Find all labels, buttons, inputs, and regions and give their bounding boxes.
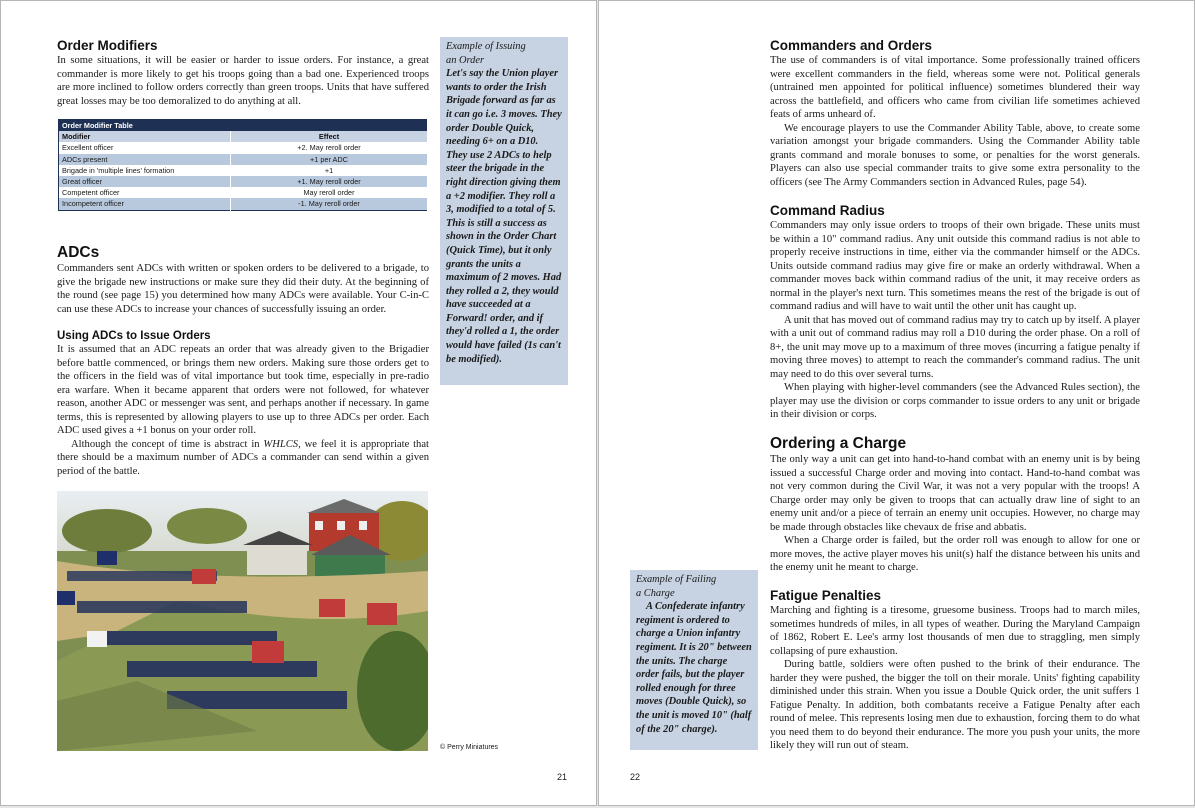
commanders-heading: Commanders and Orders bbox=[770, 38, 933, 53]
table-row bbox=[59, 187, 428, 198]
commanders-section bbox=[770, 38, 1140, 189]
command-radius-section bbox=[770, 203, 1140, 422]
table-cell-effect: +1. May reroll order bbox=[231, 176, 428, 187]
sidebar-text: Let's say the Union player wants to order the Irish Brigade forward as far as it can go i.e. 3 moves. They order Double Quick, needing 6+ on a D10. They use 2 ADCs to help steer the brigade in the right direction giving them a +2 modifier. They roll a 3, modified to a total of 5. This is still a success as shown in the Order Chart (Quick Time), but it only grants the units a maximum of 2 moves. Had they rolled a 2, they would have succeeded at a Forward! order, and if they'd rolled a 1, the order would have failed (1s can't be modified). bbox=[446, 68, 562, 365]
page-number-left: 21 bbox=[557, 772, 568, 782]
table-row bbox=[59, 176, 428, 187]
table-cell-effect: -1. May reroll order bbox=[231, 198, 428, 210]
table-row bbox=[59, 165, 428, 176]
ordering-charge-p2: When a Charge order is failed, but the order roll was enough to allow for one or more moves, the active player moves his unit(s) half the distance between his units and the enemy unit he meant to charge. bbox=[770, 535, 1140, 573]
table-header-effect: Effect bbox=[231, 131, 428, 142]
table-cell-modifier: Great officer bbox=[59, 176, 231, 187]
commanders-p1: The use of commanders is of vital importance. Some professionally trained officers were excellent commanders in the field, whereas some were not. Political generals (untrained men appointed for political influence) sometimes blundered their way across the battlefield, and officers who came from civilian life sometimes achieved feats of arms unheard of. bbox=[770, 55, 1140, 120]
command-radius-p1: Commanders may only issue orders to troops of their own brigade. These units must be within a 10" command radius. Any unit outside this command radius is not able to properly receive instructions in time, either via the commander himself or the ADCs. Units outside command radius may give fire or make an orderly withdrawal. When a commander moves back within command radius of the unit, it may receive orders as normal in the player's next turn. This sometimes means the rest of the brigade is out of command radius and will have to wait until the other unit has caught up. bbox=[770, 220, 1140, 312]
table-cell-modifier: Competent officer bbox=[59, 187, 231, 198]
using-adcs-heading: Using ADCs to Issue Orders bbox=[57, 330, 211, 342]
adcs-body: Commanders sent ADCs with written or spoken orders to be delivered to a brigade, to give the brigade new instructions or make sure they did their duty. At the beginning of the round (see page 15) you determined how many ADCs were available. Your C-in-C can use these ADCs to increase your chances of successfully issuing an order. bbox=[57, 263, 429, 315]
fatigue-p2: During battle, soldiers were often pushed to the brink of their endurance. The harder they were pushed, the bigger the toll on their morale. Units' fighting capability diminished under this strain. When you issue a Double Quick order, the unit suffers 1 Fatigue Penalty. In addition, both combatants receive a Fatigue Penalty after each round of melee. This represents losing men due to exhaustion, forcing them to do what you need them to do beyond their endurance. The more you push your units, the more likely they will run out of steam. bbox=[770, 659, 1140, 751]
order-modifiers-heading: Order Modifiers bbox=[57, 38, 158, 53]
table-cell-effect: +1 per ADC bbox=[231, 154, 428, 165]
miniatures-battle-photo bbox=[57, 491, 428, 751]
fatigue-heading: Fatigue Penalties bbox=[770, 588, 882, 603]
photo-credit: © Perry Miniatures bbox=[440, 744, 499, 751]
fatigue-p1: Marching and fighting is a tiresome, gruesome business. Troops had to march miles, sometimes hundreds of miles, in all types of weather. During the Maryland Campaign of 1862, Robert E. Lee's army lost thousands of men due to straggling, men simply collapsing of pure exhaustion. bbox=[770, 605, 1140, 657]
command-radius-p3: When playing with higher-level commanders (see the Advanced Rules section), the player may use the division or corps commander to issue orders to any unit or brigade in their division or corps. bbox=[770, 382, 1140, 420]
using-adcs-section bbox=[57, 329, 429, 478]
table-cell-modifier: Excellent officer bbox=[59, 142, 231, 153]
sidebar-failing-charge bbox=[630, 570, 758, 750]
sidebar-title: Example of Failing bbox=[636, 574, 717, 585]
table-row bbox=[59, 142, 428, 153]
fatigue-section bbox=[770, 588, 1140, 753]
table-cell-effect: +2. May reroll order bbox=[231, 142, 428, 153]
adcs-heading: ADCs bbox=[57, 244, 100, 261]
table-cell-effect: +1 bbox=[231, 165, 428, 176]
ordering-charge-heading: Ordering a Charge bbox=[770, 435, 907, 452]
left-page bbox=[0, 0, 597, 806]
sidebar-text: A Confederate infantry regiment is ordered to charge a Union infantry regiment. It is 20" between the units. The charge order fails, but the player rolled enough for three moves (Double Quick), so the unit is moved 10" (half of the 20" charge). bbox=[636, 601, 752, 735]
sidebar-title-2: an Order bbox=[446, 54, 485, 66]
page-number-right: 22 bbox=[630, 772, 641, 782]
table-row bbox=[59, 154, 428, 165]
adcs-section bbox=[57, 244, 429, 316]
table-cell-modifier: Incompetent officer bbox=[59, 198, 231, 210]
sidebar-issuing-order bbox=[440, 37, 568, 385]
table-cell-effect: May reroll order bbox=[231, 187, 428, 198]
command-radius-p2: A unit that has moved out of command radius may try to catch up by itself. A player with a unit out of command radius may roll a D10 during the order phase. On a roll of 8+, the unit may move up to a maximum of three moves (incurring a fatigue penalty if moving three moves) to attempt to reach the commander's command radius. The unit may need to do this over several turns. bbox=[770, 314, 1140, 380]
table-caption: Order Modifier Table bbox=[59, 120, 428, 132]
table-cell-modifier: ADCs present bbox=[59, 154, 231, 165]
ordering-charge-p1: The only way a unit can get into hand-to-hand combat with an enemy unit is by being issued a successful Charge order and moving into contact. Hand-to-hand combat was not very common during the Civil War, it was not a very popular with the troops! A Charge order may only be given to troops that can actually draw line of sight to an enemy unit and/or a piece of terrain an enemy unit occupies. However, no charge may be made through obstacles like chevaux de frise and abbatis. bbox=[770, 454, 1140, 533]
sidebar-title-2: a Charge bbox=[636, 587, 675, 599]
using-adcs-p1: It is assumed that an ADC repeats an order that was already given to the Brigadier before battle commenced, or brings them new orders. Making sure those orders get to the officers in the field was of vital importance but took time, especially in pre-radio era warfare. When it became apparent that orders were not followed, for whatever reason, another ADC or messenger was sent, and perhaps another if necessary. In game terms, this is represented by allowing players to use up to three ADCs per order. Each ADC used gives a +1 bonus on your order roll. bbox=[57, 344, 429, 436]
order-modifiers-section bbox=[57, 38, 429, 108]
right-page bbox=[598, 0, 1195, 806]
order-modifiers-body: In some situations, it will be easier or harder to issue orders. For instance, a great commander is more likely to get his troops going than a bad one. Experienced troops are more inclined to follow orders correctly than green troops. Units that have suffered great losses may be too demoralized to do anything at all. bbox=[57, 55, 429, 107]
table-header-modifier: Modifier bbox=[59, 131, 231, 142]
order-modifier-table bbox=[58, 119, 428, 211]
sidebar-title: Example of Issuing bbox=[446, 41, 526, 52]
table-row bbox=[59, 198, 428, 210]
commanders-p2: We encourage players to use the Commander Ability Table, above, to create some variation amongst your brigade commanders. Using the Commander Ability table grants command and morale bonuses to some, or penalties for the worst generals. Players can also use special commander traits to give some extra personality to the officers (see The Army Commanders section in Advanced Rules, page 54). bbox=[770, 122, 1140, 188]
command-radius-heading: Command Radius bbox=[770, 203, 885, 218]
ordering-charge-section bbox=[770, 435, 1140, 575]
using-adcs-p2: Although the concept of time is abstract in WHLCS, we feel it is appropriate that there should be a maximum number of ADCs a commander can send within a given period of the battle. bbox=[57, 438, 429, 477]
table-cell-modifier: Brigade in 'multiple lines' formation bbox=[59, 165, 231, 176]
